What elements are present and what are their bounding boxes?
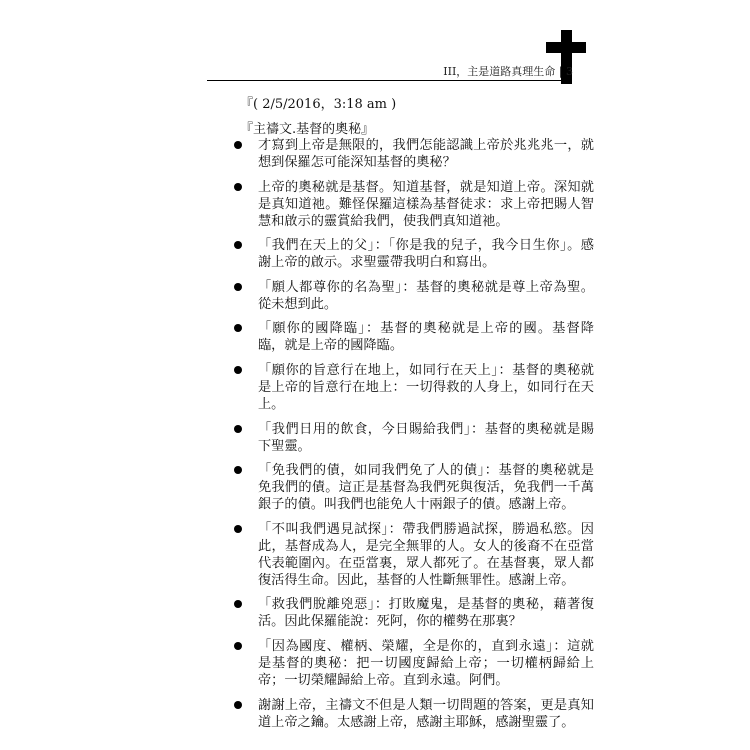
list-item [232, 638, 594, 689]
list-item-text: 才寫到上帝是無限的，我們怎能認識上帝於兆兆兆一，就想到保羅怎可能深知基督的奧秘？ [258, 138, 594, 170]
list-item [232, 462, 594, 513]
list-item [232, 421, 594, 455]
bullet-icon [234, 366, 242, 374]
bullet-icon [234, 141, 242, 149]
bullet-icon [234, 525, 242, 533]
list-item-text: 「因為國度、權柄、榮耀，全是你的，直到永遠」：這就是基督的奧秘：把一切國度歸給上帝；一切權柄歸給上帝；一切榮耀歸給上帝。直到永遠。阿們。 [258, 638, 594, 688]
bullet-icon [234, 425, 242, 433]
list-item [232, 596, 594, 630]
list-item-text: 「我們日用的飲食，今日賜給我們」：基督的奧秘就是賜下聖靈。 [258, 421, 594, 454]
header-rule [207, 80, 571, 81]
list-item [232, 179, 594, 230]
section-title: 『主禱文.基督的奧秘』 [240, 122, 375, 137]
bullet-icon [234, 324, 242, 332]
running-head: III，主是道路真理生命 | 3 [443, 65, 573, 78]
list-item [232, 362, 594, 413]
list-item-text: 上帝的奧秘就是基督。知道基督，就是知道上帝。深知就是真知道祂。難怪保羅這樣為基督徒求：求上帝把賜人智慧和啟示的靈賞給我們，使我們真知道祂。 [258, 179, 594, 229]
entry-date: 『( 2/5/2016，3:18 am ) [240, 97, 397, 112]
bullet-list [232, 137, 594, 738]
bullet-icon [234, 241, 242, 249]
list-item-text: 「願你的國降臨」：基督的奧秘就是上帝的國。基督降臨，就是上帝的國降臨。 [258, 321, 594, 354]
list-item [232, 279, 594, 313]
list-item [232, 521, 594, 589]
cross-horizontal-bar [546, 42, 586, 53]
list-item [232, 137, 594, 171]
list-item-text: 謝謝上帝，主禱文不但是人類一切問題的答案，更是真知道上帝之鑰。太感謝上帝，感謝主耶穌，感謝聖靈了。 [258, 697, 594, 730]
bullet-icon [234, 283, 242, 291]
bullet-icon [234, 466, 242, 474]
bullet-icon [234, 701, 242, 709]
bullet-icon [234, 600, 242, 608]
list-item-text: 「免我們的債，如同我們免了人的債」：基督的奧秘就是免我們的債。這正是基督為我們死與復活，免我們一千萬銀子的債。叫我們也能免人十兩銀子的債。感謝上帝。 [258, 463, 594, 513]
bullet-icon [234, 642, 242, 650]
list-item-text: 「我們在天上的父」：「你是我的兒子，我今日生你」。感謝上帝的啟示。求聖靈帶我明白和寫出。 [258, 238, 594, 271]
list-item-text: 「願人都尊你的名為聖」：基督的奧秘就是尊上帝為聖。從未想到此。 [258, 279, 594, 312]
list-item [232, 697, 594, 731]
list-item [232, 237, 594, 271]
list-item [232, 320, 594, 354]
bullet-icon [234, 183, 242, 191]
list-item-text: 「願你的旨意行在地上，如同行在天上」：基督的奧秘就是上帝的旨意行在地上：一切得救的人身上，如同行在天上。 [258, 362, 594, 412]
list-item-text: 「不叫我們遇見試探」：帶我們勝過試探，勝過私慾。因此，基督成為人，是完全無罪的人。女人的後裔不在亞當代表範圍內。在亞當裏，眾人都死了。在基督裏，眾人都復活得生命。因此，基督的人性斷無罪性。感謝上帝。 [258, 521, 594, 588]
list-item-text: 「救我們脫離兇惡」：打敗魔鬼，是基督的奧秘，藉著復活。因此保羅能說：死阿，你的權勢在那裏？ [258, 597, 594, 630]
